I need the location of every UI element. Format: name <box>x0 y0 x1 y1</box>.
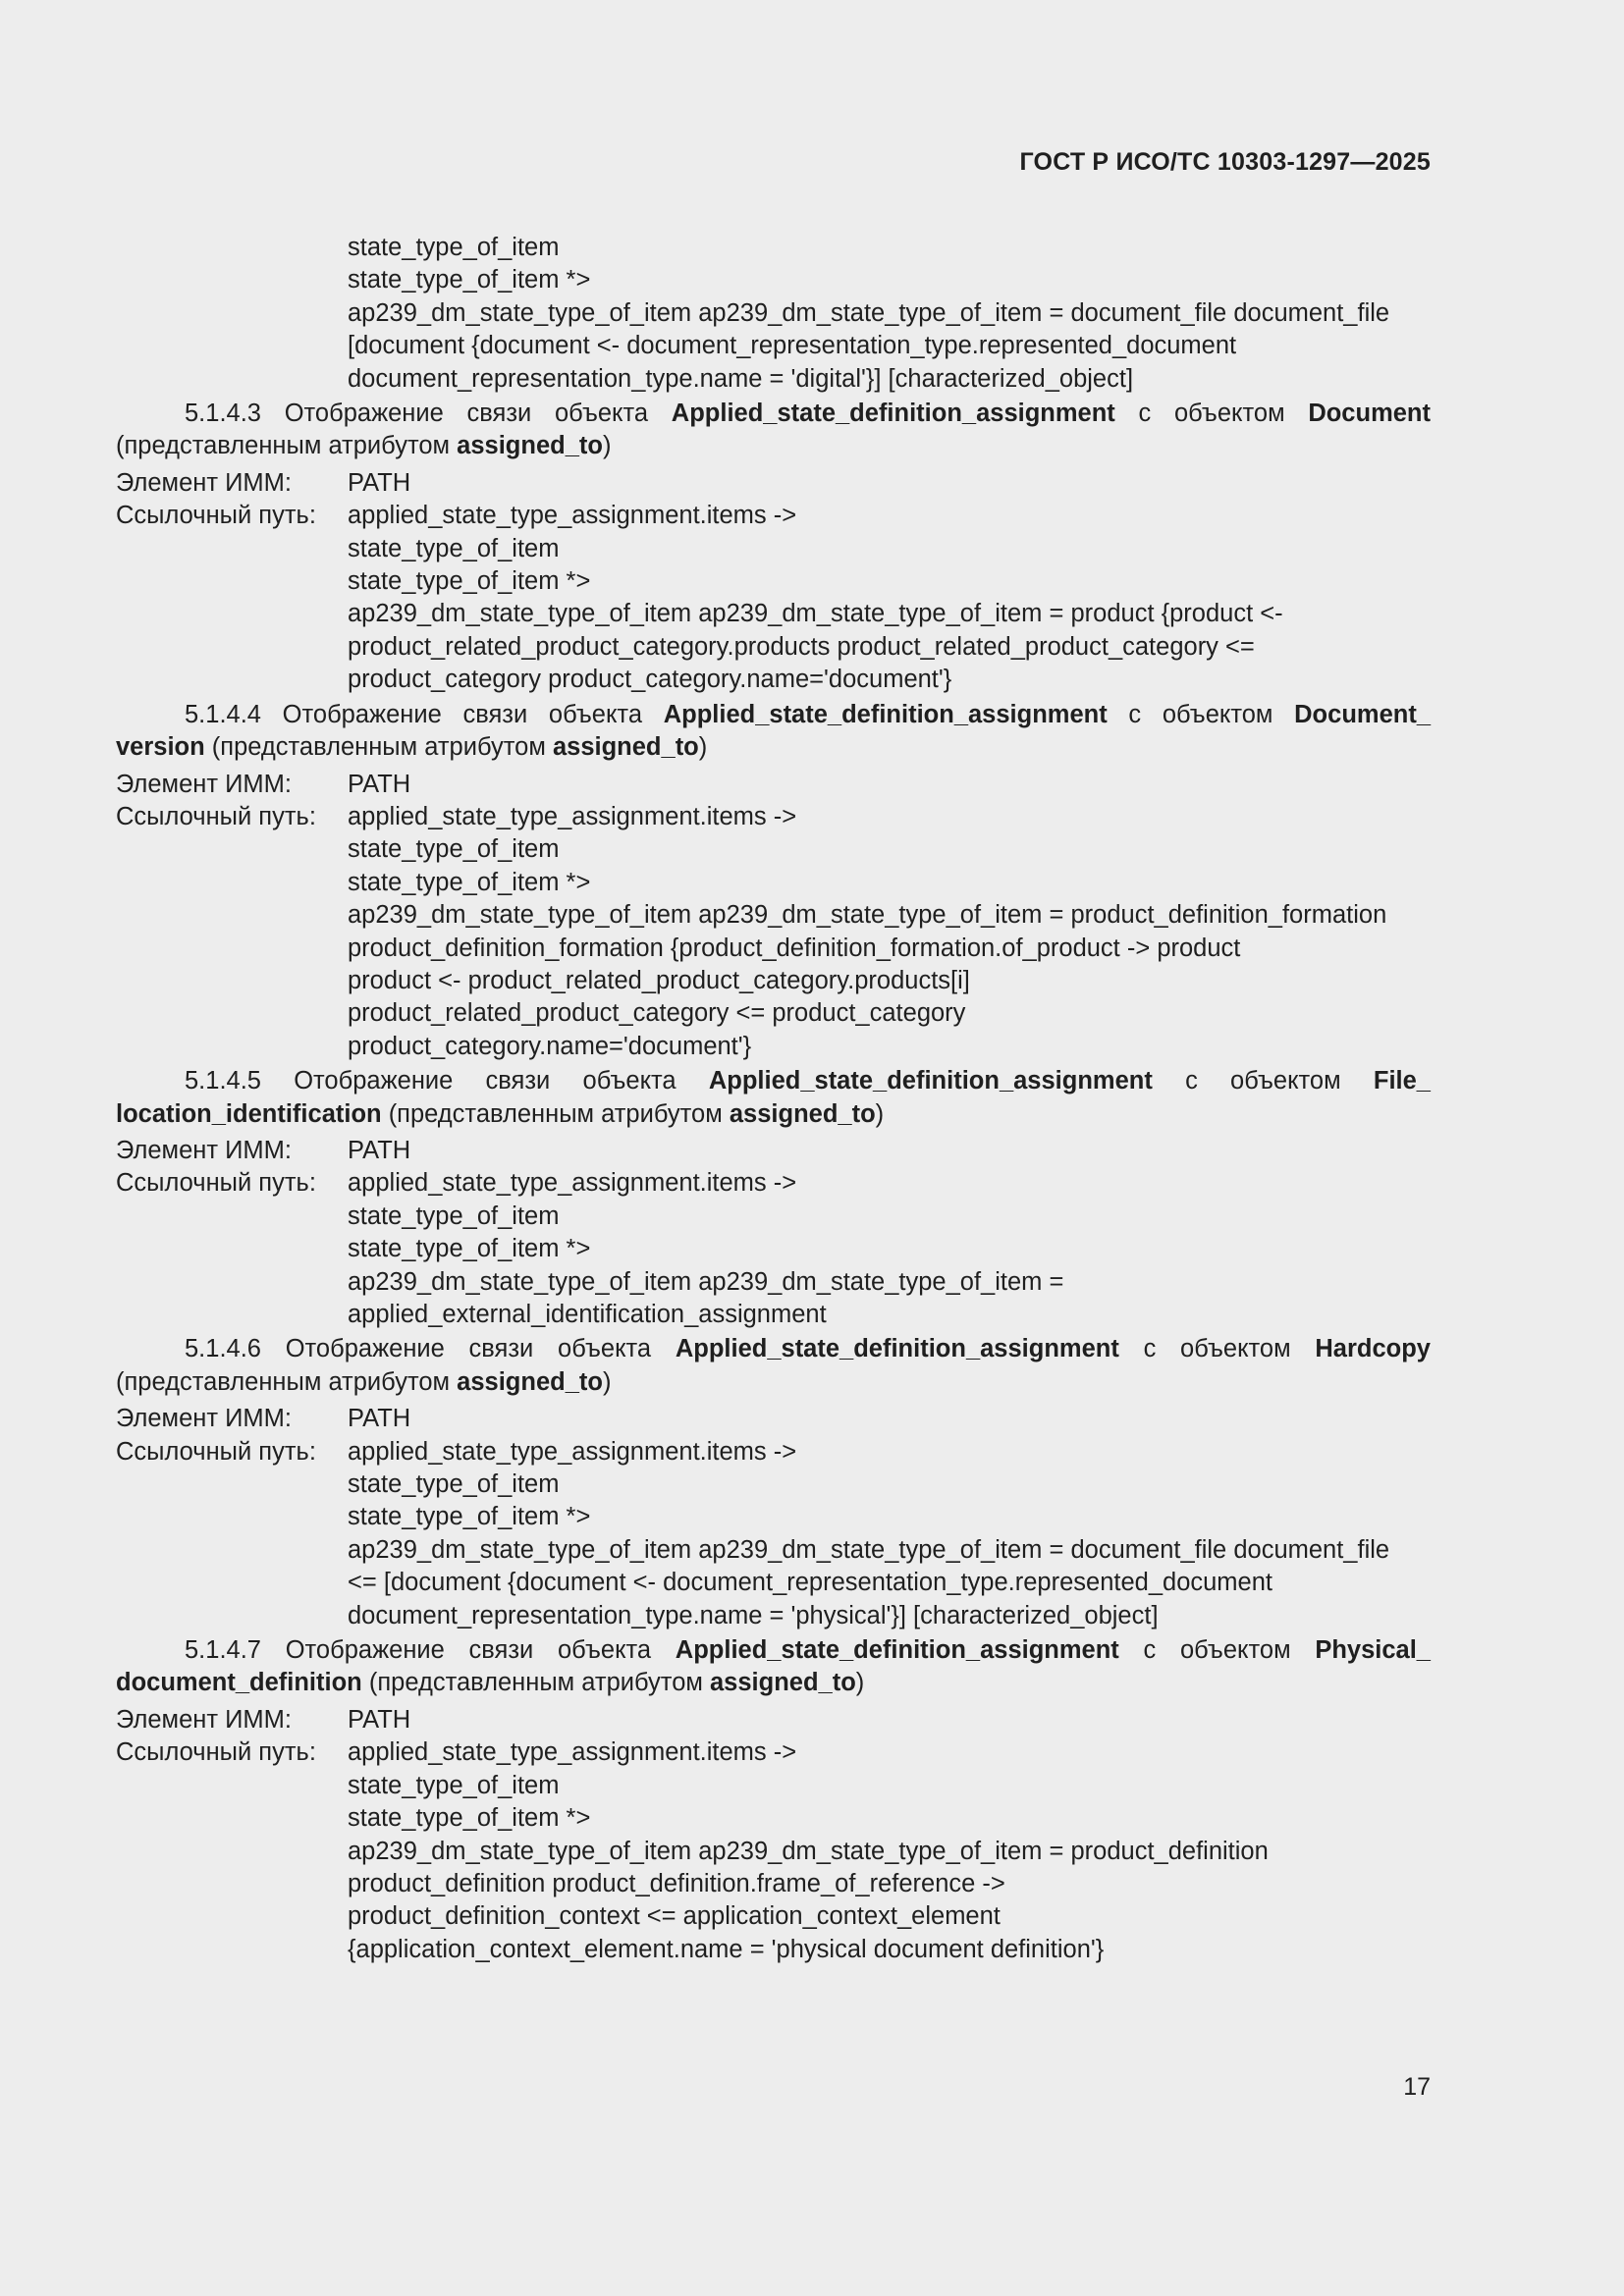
code-line: product_category.name='document'} <box>348 1032 752 1060</box>
code-line: document_representation_type.name = 'digital'}] [characterized_object] <box>348 364 1134 393</box>
code-line: state_type_of_item *> <box>348 266 591 294</box>
element-row <box>116 1704 1431 1736</box>
ref-path-label: Ссылочный путь: <box>116 802 316 830</box>
section-5-1-4-3 <box>116 398 1431 697</box>
code-line: applied_state_type_assignment.items -> <box>348 802 797 830</box>
code-line: applied_state_type_assignment.items -> <box>348 1437 797 1466</box>
section-heading: 5.1.4.5 Отображение связи объекта Applied_state_definition_assignment с объектом File_ location_identification (представленным атрибутом assigned_to) <box>116 1067 1431 1128</box>
element-label: Элемент ИММ: <box>116 468 292 497</box>
ref-path-row <box>116 500 1431 532</box>
page-content <box>116 232 1431 1966</box>
element-row <box>116 769 1431 801</box>
page-number: 17 <box>1403 2073 1431 2101</box>
element-value: PATH <box>348 1136 411 1164</box>
code-line: state_type_of_item <box>348 835 560 864</box>
code-line: state_type_of_item *> <box>348 1235 591 1263</box>
element-label: Элемент ИММ: <box>116 1136 292 1164</box>
code-line: ap239_dm_state_type_of_item ap239_dm_state_type_of_item = product_definition <box>348 1837 1269 1865</box>
ref-path-label: Ссылочный путь: <box>116 1169 316 1198</box>
code-line: product_definition_context <= application_context_element <box>348 1902 1001 1931</box>
section-5-1-4-4 <box>116 699 1431 1063</box>
ref-path-row <box>116 1167 1431 1200</box>
code-line: state_type_of_item *> <box>348 868 591 896</box>
code-line: applied_state_type_assignment.items -> <box>348 502 797 530</box>
element-row <box>116 1403 1431 1435</box>
ref-path-label: Ссылочный путь: <box>116 1437 316 1466</box>
code-line: product_related_product_category <= product_category <box>348 999 966 1028</box>
element-value: PATH <box>348 1705 411 1734</box>
code-line: ap239_dm_state_type_of_item ap239_dm_state_type_of_item = product_definition_formation <box>348 901 1387 930</box>
section-heading: 5.1.4.7 Отображение связи объекта Applied_state_definition_assignment с объектом Physical_ document_definition (представленным атрибутом assigned_to) <box>116 1636 1431 1697</box>
code-line: ap239_dm_state_type_of_item ap239_dm_state_type_of_item = document_file document_file <box>348 298 1390 327</box>
code-line: <= [document {document <- document_representation_type.represented_document <box>348 1569 1272 1597</box>
ref-path-row <box>116 1736 1431 1769</box>
code-line: product <- product_related_product_category.products[i] <box>348 966 970 994</box>
code-line: state_type_of_item <box>348 1470 560 1499</box>
code-line: state_type_of_item <box>348 1201 560 1230</box>
code-line: state_type_of_item *> <box>348 1503 591 1531</box>
section-heading: 5.1.4.4 Отображение связи объекта Applied_state_definition_assignment с объектом Document_ version (представленным атрибутом assigned_to) <box>116 700 1431 762</box>
element-value: PATH <box>348 1405 411 1433</box>
ref-path-label: Ссылочный путь: <box>116 502 316 530</box>
element-row <box>116 467 1431 500</box>
element-value: PATH <box>348 770 411 798</box>
section-5-1-4-5 <box>116 1065 1431 1331</box>
code-line: state_type_of_item *> <box>348 1804 591 1833</box>
code-line: ap239_dm_state_type_of_item ap239_dm_state_type_of_item = product {product <- <box>348 600 1283 628</box>
code-line: applied_state_type_assignment.items -> <box>348 1738 797 1767</box>
code-line: ap239_dm_state_type_of_item ap239_dm_state_type_of_item = document_file document_file <box>348 1535 1390 1564</box>
code-line: document_representation_type.name = 'physical'}] [characterized_object] <box>348 1601 1159 1629</box>
code-line: product_definition product_definition.frame_of_reference -> <box>348 1869 1005 1897</box>
ref-path-label: Ссылочный путь: <box>116 1738 316 1767</box>
code-line: state_type_of_item <box>348 534 560 562</box>
code-line: product_related_product_category.products product_related_product_category <= <box>348 632 1255 661</box>
code-line: ap239_dm_state_type_of_item ap239_dm_state_type_of_item = <box>348 1267 1064 1296</box>
document-header-title: ГОСТ Р ИСО/ТС 10303-1297—2025 <box>1019 148 1431 176</box>
intro-continuation <box>116 232 1431 396</box>
code-line: product_definition_formation {product_definition_formation.of_product -> product <box>348 934 1241 962</box>
element-label: Элемент ИММ: <box>116 1405 292 1433</box>
code-line: applied_state_type_assignment.items -> <box>348 1169 797 1198</box>
element-value: PATH <box>348 468 411 497</box>
code-line: [document {document <- document_representation_type.represented_document <box>348 332 1237 360</box>
ref-path-row <box>116 801 1431 833</box>
section-5-1-4-7 <box>116 1634 1431 1966</box>
element-row <box>116 1135 1431 1167</box>
code-line: state_type_of_item <box>348 234 560 261</box>
code-line: state_type_of_item *> <box>348 567 591 596</box>
element-label: Элемент ИММ: <box>116 1705 292 1734</box>
section-5-1-4-6 <box>116 1333 1431 1632</box>
code-line: applied_external_identification_assignment <box>348 1301 827 1328</box>
code-line: {application_context_element.name = 'physical document definition'} <box>348 1935 1105 1963</box>
section-heading: 5.1.4.6 Отображение связи объекта Applied_state_definition_assignment с объектом Hardcopy (представленным атрибутом assigned_to) <box>116 1335 1431 1396</box>
element-label: Элемент ИММ: <box>116 770 292 798</box>
ref-path-row <box>116 1436 1431 1468</box>
code-line: state_type_of_item <box>348 1771 560 1799</box>
section-heading: 5.1.4.3 Отображение связи объекта Applied_state_definition_assignment с объектом Document (представленным атрибутом assigned_to) <box>116 400 1431 460</box>
code-line: product_category product_category.name='document'} <box>348 666 952 694</box>
